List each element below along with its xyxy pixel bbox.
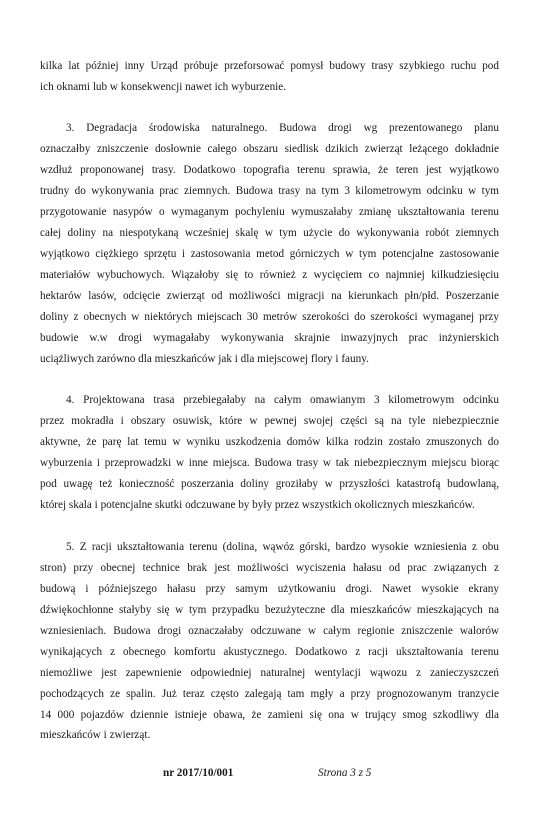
text-line: dźwiękochłonne stałyby się w tym przypadku bezużyteczne dla mieszkańców mieszkających na <box>40 604 499 616</box>
text-line: mieszkańców i zwierząt. <box>40 729 151 741</box>
text-line: wzniesieniach. Budowa drogi oznaczałaby odczuwane w całym regionie zniszczenie walorów <box>40 625 499 637</box>
text-line: trudny do wykonywania prac ziemnych. Budowa trasy na tym 3 kilometrowym odcinku w tym <box>40 185 499 197</box>
text-line: przez mokradła i obszary osuwisk, które w pewnej swojej części są na tyle niebezpiecznie <box>40 415 499 427</box>
page-number: Strona 3 z 5 <box>318 767 372 779</box>
text-line: wzdłuż proponowanej trasy. Dodatkowo topografia terenu sprawia, że teren jest wyjątkowo <box>40 164 499 176</box>
text-line: niemożliwe jest zapewnienie odpowiedniej naturalnej wentylacji wąwozu z zanieczyszczeń <box>40 667 499 679</box>
text-line: pod uwagę też konieczność poszerzania doliny groziłaby w przyszłości katastrofą budowlaną, <box>40 478 499 490</box>
text-line: budowie w.w drogi wymagałaby wykonywania skrajnie inwazyjnych prac inżynierskich <box>40 332 499 344</box>
text-line: materiałów wybuchowych. Wiązałoby się to również z wycięciem co najmniej kilkudziesięciu <box>40 269 499 281</box>
text-line: wyjątkowo ciężkiego sprzętu i zastosowania metod górniczych w tym potencjalne zastosowanie <box>40 248 499 260</box>
text-line: całej doliny na niespotykaną wcześniej skalę w tym użycie do wykonywania robót ziemnych <box>40 227 499 239</box>
text-line: stron) przy obecnej technice brak jest możliwości wyciszenia hałasu od prac związanych z <box>40 562 499 574</box>
paragraph-3-heading-line: 3. Degradacja środowiska naturalnego. Budowa drogi wg prezentowanego planu <box>66 122 499 134</box>
text-line: ich oknami lub w konsekwencji nawet ich wyburzenie. <box>40 81 287 93</box>
paragraph-5-heading-line: 5. Z racji ukształtowania terenu (dolina, wąwóz górski, bardzo wysokie wzniesienia z obu <box>66 541 499 553</box>
text-line: przygotowanie nasypów o wymaganym pochyleniu wymuszałaby zmianę ukształtowania terenu <box>40 206 499 218</box>
text-line: pochodzących ze spalin. Już teraz często zalegają tam mgły a przy prognozowanym tranzycie <box>40 688 499 700</box>
text-line: wyburzenia i przeprowadzki w inne miejsca. Budowa trasy w tak niebezpiecznym miejscu biorąc <box>40 457 499 469</box>
document-reference-number: nr 2017/10/001 <box>163 767 234 779</box>
text-line: uciążliwych zarówno dla mieszkańców jak i dla miejscowej flory i fauny. <box>40 353 369 365</box>
paragraph-4-heading-line: 4. Projektowana trasa przebiegałaby na całym omawianym 3 kilometrowym odcinku <box>66 394 499 406</box>
text-line: budową i późniejszego hałasu przy samym użytkowaniu drogi. Nawet wysokie ekrany <box>40 583 499 595</box>
text-line: hektarów lasów, odcięcie zwierząt od możliwości migracji na kierunkach płn/płd. Poszerzanie <box>40 290 499 302</box>
text-line: oznaczałby zniszczenie dosłownie całego obszaru siedlisk dzikich zwierząt leżącego dokładnie <box>40 143 499 155</box>
text-line: wynikających z obecnego komfortu akustycznego. Dodatkowo z racji ukształtowania terenu <box>40 646 499 658</box>
text-line: kilka lat później inny Urząd próbuje przeforsować pomysł budowy trasy szybkiego ruchu pod <box>40 60 499 72</box>
text-line: której skala i potencjalne skutki odczuwane by były przez wszystkich okolicznych mieszkańców. <box>40 499 475 511</box>
text-line: doliny z obecnych w niektórych miejscach 30 metrów szerokości do szerokości wymaganej przy <box>40 311 499 323</box>
text-line: aktywne, że parę lat temu w wyniku uszkodzenia domów kilka rodzin zostało zmuszonych do <box>40 436 499 448</box>
text-line: 14 000 pojazdów dziennie istnieje obawa, że zamieni się ona w trujący smog szkodliwy dla <box>40 709 499 721</box>
